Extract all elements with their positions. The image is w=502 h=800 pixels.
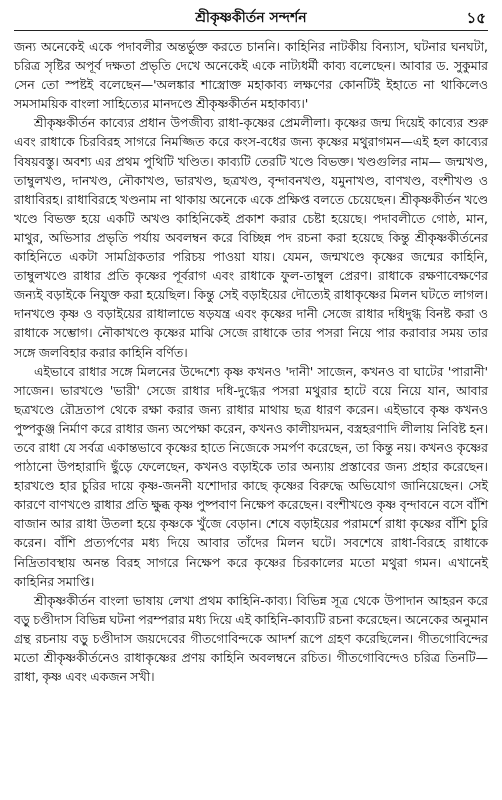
paragraph-3: এইভাবে রাধার সঙ্গে মিলনের উদ্দেশ্যে কৃষ্ণ কখনও 'দানী' সাজেন, কখনও বা ঘাটের 'পারানী' সাজেন। ভারখণ্ডে 'ভারী' সেজে রাধার দধি-দুগ্ধের পসরা মথুরার হাটে বয়ে নিয়ে যান, আবার ছত্রখণ্ডে রৌদ্রতাপ থেকে রক্ষা করার জন্য রাধার মাথায় ছত্র ধারণ করেন। এইভাবে কৃষ্ণ কখনও পুষ্পকুঞ্জ নির্মাণ করে রাধার জন্য অপেক্ষা করেন, কখনও কালীয়দমন, বস্ত্রহরণাদি লীলায় নিবিষ্ট হন। তবে রাধা যে সর্বত্র একান্তভাবে কৃষ্ণের হাতে নিজেকে সমর্পণ করেছেন, তা কিন্তু নয়। কখনও কৃষ্ণের পাঠানো উপহারাদি ছুঁড়ে ফেলেছেন, কখনও বড়াইকে তার অন্যায় প্রস্তাবের জন্য প্রহার করেছেন। হারখণ্ডে হার চুরির দায়ে কৃষ্ণ-জননী যশোদার কাছে কৃষ্ণের বিরুদ্ধে অভিযোগ জানিয়েছেন। সেই কারণে বাণখণ্ডে রাধার প্রতি ক্ষুব্ধ কৃষ্ণ পুষ্পবাণ নিক্ষেপ করেছেন। বংশীখণ্ডে কৃষ্ণ বৃন্দাবনে বসে বাঁশি বাজান আর রাধা উতলা হয়ে কৃষ্ণকে খুঁজে বেড়ান। শেষে বড়াইয়ের পরামর্শে রাধা কৃষ্ণের বাঁশি চুরি করেন। বাঁশি প্রত্যর্পণের মধ্য দিয়ে আবার তাঁদের মিলন ঘটে। সবশেষে রাধা-বিরহে রাধাকে নিদ্রিতাবস্থায় অনন্ত বিরহ সাগরে নিক্ষেপ করে কৃষ্ণের চিরকালের মতো মথুরা গমন। এখানেই কাহিনির সমাপ্তি। — [14, 363, 488, 589]
paragraph-4: শ্রীকৃষ্ণকীর্তন বাংলা ভাষায় লেখা প্রথম কাহিনি-কাব্য। বিভিন্ন সূত্র থেকে উপাদান আহরন করে বড়ু চণ্ডীদাস বিভিন্ন ঘটনা পরম্পরার মধ্য দিয়ে এই কাহিনি-কাব্যটি রচনা করেছেন। অনেকের অনুমান গ্রন্থ রচনায় বড়ু চণ্ডীদাস জয়দেবের গীতগোবিন্দকে আদর্শ রূপে গ্রহণ করেছিলেন। গীতগোবিন্দের মতো শ্রীকৃষ্ণকীর্তনেও রাধাকৃষ্ণের প্রণয় কাহিনি অবলম্বনে রচিত। গীতগোবিন্দেও চরিত্র তিনটি—রাধা, কৃষ্ণ এবং একজন সখী। — [14, 592, 488, 685]
body-text — [14, 37, 488, 686]
paragraph-1: জন্য অনেকেই একে পদাবলীর অন্তর্ভুক্ত করতে চাননি। কাহিনির নাটকীয় বিন্যাস, ঘটনার ঘনঘটা, চরিত্র সৃষ্টির অপূর্ব দক্ষতা প্রভৃতি দেখে অনেকেই একে নাট্যধর্মী কাব্য বলেছেন। আবার ড. সুকুমার সেন তো স্পষ্টই বলেছেন—'অলঙ্কার শাস্ত্রোক্ত মহাকাব্য লক্ষণের কোনটিই ইহাতে না থাকিলেও সমসাময়িক বাংলা সাহিত্যের মানদণ্ডে শ্রীকৃষ্ণকীর্তন মহাকাব্য।' — [14, 39, 488, 112]
paragraph-2: শ্রীকৃষ্ণকীর্তন কাব্যের প্রধান উপজীব্য রাধা-কৃষ্ণের প্রেমলীলা। কৃষ্ণের জন্ম দিয়েই কাব্যের শুরু এবং রাধাকে চিরবিরহ সাগরে নিমজ্জিত করে কংস-বধের জন্য কৃষ্ণের মথুরাগমন—এই হল কাব্যের বিষয়বস্তু। অবশ্য এর প্রথম পুথিটি খণ্ডিত। কাব্যটি তেরটি খণ্ডে বিভক্ত। খণ্ডগুলির নাম— জন্মখণ্ড, তাম্বুলখণ্ড, দানখণ্ড, নৌকাখণ্ড, ভারখণ্ড, ছত্রখণ্ড, বৃন্দাবনখণ্ড, যমুনাখণ্ড, বাণখণ্ড, বংশীখণ্ড ও রাধাবিরহ। রাধাবিরহে খণ্ডনাম না থাকায় অনেকে একে প্রক্ষিপ্ত বলতে চেয়েছেন। শ্রীকৃষ্ণকীর্তন খণ্ডে খণ্ডে বিভক্ত হয়ে একটি অখণ্ড কাহিনিকেই প্রকাশ করার চেষ্টা হয়েছে। পদাবলীতে গোষ্ঠ, মান, মাথুর, অভিসার প্রভৃতি পর্যায় অবলম্বন করে বিচ্ছিন্ন পদ রচনা করা হয়েছে কিন্তু শ্রীকৃষ্ণকীর্তনের কাহিনিতে একটা সামগ্রিকতার পরিচয় পাওয়া যায়। যেমন, জন্মখণ্ডে কৃষ্ণের জন্মের কাহিনি, তাম্বুলখণ্ডে রাধার প্রতি কৃষ্ণের পূর্বরাগ এবং রাধাকে ফুল-তাম্বুল প্রেরণ। রাধাকে রক্ষণাবেক্ষণের জন্যই বড়াইকে নিযুক্ত করা হয়েছিল। কিন্তু সেই বড়াইয়ের দৌত্যেই রাধাকৃষ্ণের মিলন ঘটতে লাগল। দানখণ্ডে কৃষ্ণ ও বড়াইয়ের রাধালাভে ষড়যন্ত্র এবং কৃষ্ণের দানী সেজে রাধার দধিদুগ্ধ বিনষ্ট করা ও রাধাকে সম্ভোগ। নৌকাখণ্ডে কৃষ্ণের মাঝি সেজে রাধাকে তার পসরা নিয়ে পার করাবার সময় তার সঙ্গে জলবিহার করার কাহিনি বর্ণিত। — [14, 115, 488, 360]
running-title: শ্রীকৃষ্ণকীর্তন সন্দর্শন — [195, 10, 307, 26]
running-header — [14, 8, 488, 31]
page-number: ১৫ — [466, 9, 486, 27]
